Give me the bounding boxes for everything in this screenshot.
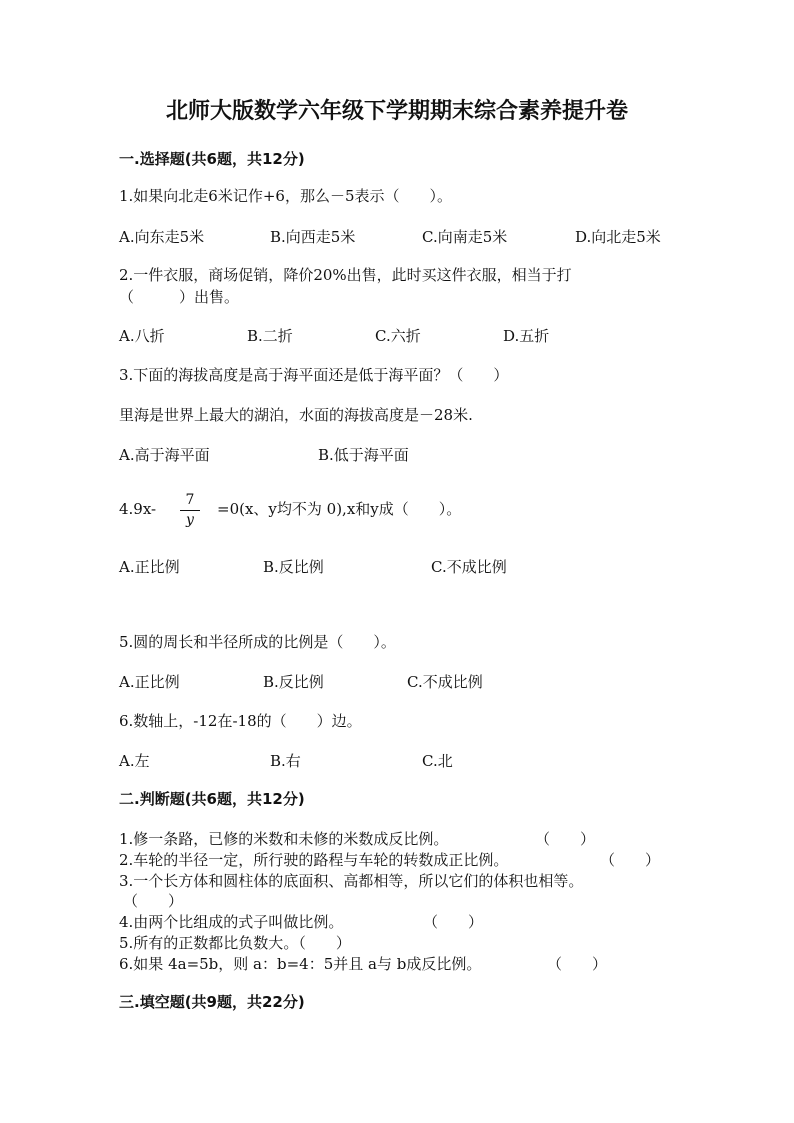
fraction-numerator: 7 — [185, 492, 195, 508]
fraction-bar — [180, 510, 200, 511]
question-2-stem-line2: （ ）出售。 — [119, 288, 240, 306]
question-1-stem: 1.如果向北走6米记作+6，那么－5表示（ ）。 — [119, 187, 453, 205]
question-2-option-b: B.二折 — [247, 327, 293, 345]
fraction-denominator: y — [186, 512, 194, 528]
judge-item-1: 1.修一条路，已修的米数和未修的米数成反比例。 — [119, 830, 449, 848]
section-heading-choice: 一.选择题(共6题，共12分) — [119, 150, 305, 168]
judge-item-4: 4.由两个比组成的式子叫做比例。 — [119, 913, 344, 931]
question-1-option-c: C.向南走5米 — [422, 228, 508, 246]
question-2-stem-line1: 2.一件衣服，商场促销，降价20%出售，此时买这件衣服，相当于打 — [119, 266, 572, 284]
judge-item-1-blank: （ ） — [535, 830, 596, 848]
question-3-option-b: B.低于海平面 — [318, 446, 409, 464]
question-4-option-a: A.正比例 — [119, 558, 180, 576]
question-3-stem: 3.下面的海拔高度是高于海平面还是低于海平面？（ ） — [119, 366, 509, 384]
question-4-suffix: =0(x、y均不为 0),x和y成（ ）。 — [217, 500, 462, 518]
judge-item-6-blank: （ ） — [547, 955, 608, 973]
question-3-context: 里海是世界上最大的湖泊，水面的海拔高度是－28米. — [119, 406, 473, 424]
question-1-option-b: B.向西走5米 — [270, 228, 356, 246]
page-title: 北师大版数学六年级下学期期末综合素养提升卷 — [165, 99, 628, 124]
section-heading-fill: 三.填空题(共9题，共22分) — [119, 993, 305, 1011]
question-6-option-b: B.右 — [270, 752, 301, 770]
judge-item-3-blank: （ ） — [123, 892, 184, 910]
question-5-option-a: A.正比例 — [119, 673, 180, 691]
judge-item-2: 2.车轮的半径一定，所行驶的路程与车轮的转数成正比例。 — [119, 851, 509, 869]
question-6-stem: 6.数轴上，-12在-18的（ ）边。 — [119, 712, 362, 730]
question-1-option-a: A.向东走5米 — [119, 228, 205, 246]
section-heading-judge: 二.判断题(共6题，共12分) — [119, 790, 305, 808]
question-3-option-a: A.高于海平面 — [119, 446, 210, 464]
question-2-option-a: A.八折 — [119, 327, 165, 345]
question-2-option-d: D.五折 — [503, 327, 550, 345]
question-4-option-c: C.不成比例 — [431, 558, 507, 576]
judge-item-4-blank: （ ） — [423, 913, 484, 931]
question-5-stem: 5.圆的周长和半径所成的比例是（ ）。 — [119, 633, 396, 651]
question-2-option-c: C.六折 — [375, 327, 421, 345]
question-4-prefix: 4.9x- — [119, 500, 157, 518]
judge-item-5: 5.所有的正数都比负数大。（ ） — [119, 934, 351, 952]
judge-item-6: 6.如果 4a=5b，则 a：b=4：5并且 a与 b成反比例。 — [119, 955, 482, 973]
question-6-option-a: A.左 — [119, 752, 150, 770]
judge-item-3: 3.一个长方体和圆柱体的底面积、高都相等，所以它们的体积也相等。 — [119, 872, 584, 890]
question-5-option-b: B.反比例 — [263, 673, 324, 691]
judge-item-2-blank: （ ） — [600, 851, 661, 869]
question-5-option-c: C.不成比例 — [407, 673, 483, 691]
question-6-option-c: C.北 — [422, 752, 453, 770]
question-4-fraction — [177, 492, 203, 528]
question-4-option-b: B.反比例 — [263, 558, 324, 576]
question-1-option-d: D.向北走5米 — [575, 228, 661, 246]
